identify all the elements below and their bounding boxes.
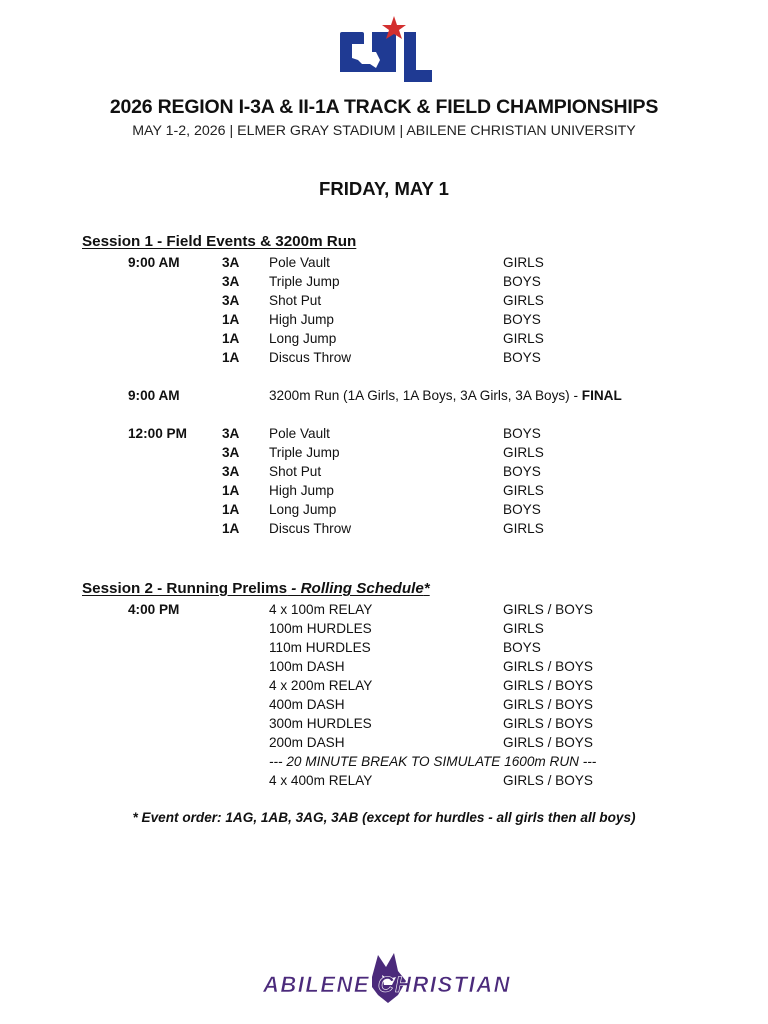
event-label: 4 x 200m RELAY [269,678,373,693]
event-label: Pole Vault [269,426,330,441]
page-title: 2026 REGION I-3A & II-1A TRACK & FIELD CHAMPIONSHIPS [109,96,659,118]
run-final-row [0,388,768,407]
schedule-row [0,483,768,502]
gender-label: BOYS [503,426,541,441]
class-label: 3A [222,464,240,479]
gender-label: GIRLS [503,621,544,636]
run-text: 3200m Run (1A Girls, 1A Boys, 3A Girls, 3A Boys) - [269,388,582,403]
session-2-heading-star: * [423,580,430,597]
event-label: Shot Put [269,464,322,479]
class-label: 1A [222,312,240,327]
event-label: Discus Throw [269,521,352,536]
event-label: 400m DASH [269,697,345,712]
schedule-row [0,274,768,293]
time-label: 9:00 AM [128,388,180,403]
time-label: 4:00 PM [128,602,180,617]
event-label: Triple Jump [269,274,340,289]
session-2-heading-sep: - [287,580,301,597]
final-label: FINAL [581,388,622,403]
schedule-row [0,350,768,369]
schedule-row [0,445,768,464]
session-2-heading-italic: Rolling Schedule [300,580,424,597]
break-label: --- 20 MINUTE BREAK TO SIMULATE 1600m RUN --- [269,754,597,769]
event-label: 4 x 100m RELAY [269,602,373,617]
gender-label: GIRLS [503,483,544,498]
gender-label: GIRLS / BOYS [503,697,593,712]
class-label: 3A [222,255,240,270]
event-order-footnote: * Event order: 1AG, 1AB, 3AG, 3AB (except for hurdles - all girls then all boys) [132,810,636,825]
event-label: Shot Put [269,293,322,308]
schedule-row [0,255,768,274]
gender-label: BOYS [503,312,541,327]
session-2-heading [82,580,430,597]
event-label: Triple Jump [269,445,340,460]
schedule-row [0,621,768,640]
class-label: 3A [222,293,240,308]
class-label: 3A [222,445,240,460]
event-label: Discus Throw [269,350,352,365]
event-label: 300m HURDLES [269,716,372,731]
schedule-row [0,735,768,754]
class-label: 1A [222,502,240,517]
gender-label: GIRLS / BOYS [503,659,593,674]
schedule-row [0,464,768,483]
day-heading: FRIDAY, MAY 1 [319,178,449,199]
schedule-row [0,602,768,621]
page-subtitle: MAY 1-2, 2026 | ELMER GRAY STADIUM | ABILENE CHRISTIAN UNIVERSITY [132,123,636,139]
schedule-row [0,312,768,331]
class-label: 1A [222,483,240,498]
event-label: 100m HURDLES [269,621,372,636]
gender-label: GIRLS [503,255,544,270]
gender-label: GIRLS [503,445,544,460]
class-label: 1A [222,521,240,536]
schedule-row [0,716,768,735]
acu-logo-text: ABILENE CHRISTIAN [263,972,511,997]
event-label: High Jump [269,483,334,498]
session-2-heading-main: Session 2 - Running Prelims [82,580,288,597]
break-row [0,754,768,773]
schedule-row [0,640,768,659]
event-label: High Jump [269,312,334,327]
gender-label: GIRLS [503,293,544,308]
schedule-row [0,331,768,350]
schedule-row [0,659,768,678]
run-description [269,388,622,403]
event-label: 110m HURDLES [269,640,371,655]
gender-label: BOYS [503,502,541,517]
gender-label: GIRLS / BOYS [503,602,593,617]
gender-label: GIRLS [503,331,544,346]
event-label: 4 x 400m RELAY [269,773,373,788]
gender-label: GIRLS / BOYS [503,735,593,750]
schedule-row [0,521,768,540]
class-label: 1A [222,350,240,365]
gender-label: BOYS [503,274,541,289]
time-label: 9:00 AM [128,255,180,270]
event-label: 200m DASH [269,735,345,750]
gender-label: GIRLS / BOYS [503,678,593,693]
abilene-christian-logo [222,951,552,1007]
class-label: 1A [222,331,240,346]
gender-label: BOYS [503,640,541,655]
schedule-row [0,502,768,521]
gender-label: GIRLS [503,521,544,536]
schedule-row [0,773,768,792]
gender-label: BOYS [503,350,541,365]
schedule-row [0,697,768,716]
session-1-heading: Session 1 - Field Events & 3200m Run [82,233,357,250]
gender-label: GIRLS / BOYS [503,773,593,788]
schedule-row [0,293,768,312]
time-label: 12:00 PM [128,426,187,441]
schedule-row [0,678,768,697]
gender-label: GIRLS / BOYS [503,716,593,731]
class-label: 3A [222,426,240,441]
uil-logo [336,14,436,86]
class-label: 3A [222,274,240,289]
gender-label: BOYS [503,464,541,479]
event-label: Long Jump [269,502,337,517]
event-label: Long Jump [269,331,337,346]
event-label: 100m DASH [269,659,345,674]
schedule-row [0,426,768,445]
event-label: Pole Vault [269,255,330,270]
